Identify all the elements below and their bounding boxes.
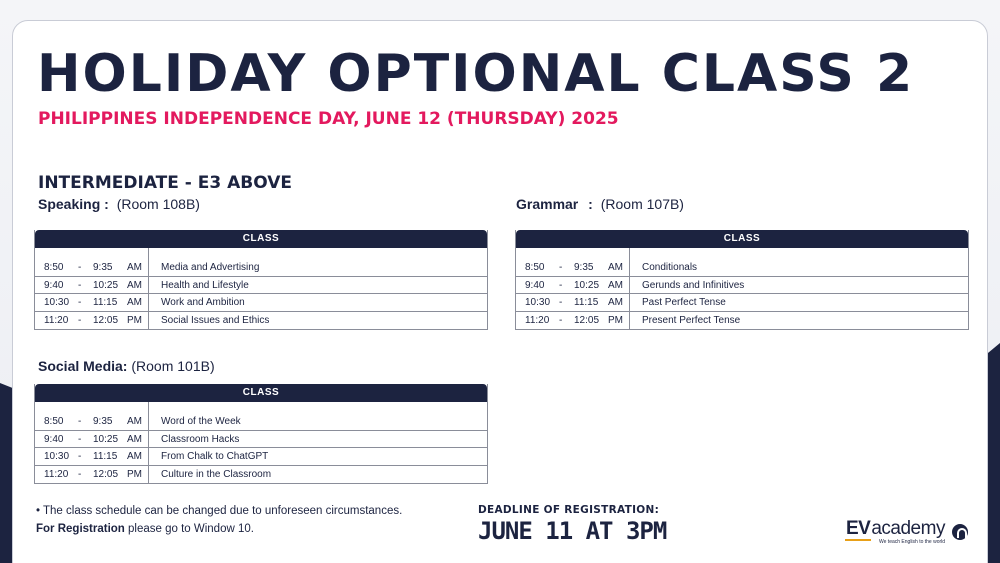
class-name: Word of the Week: [161, 416, 241, 427]
speaking-rows: [35, 259, 487, 329]
am-pm: PM: [127, 314, 142, 326]
start-time: 11:20: [44, 314, 69, 326]
time-cell: [35, 466, 149, 484]
am-pm: AM: [608, 279, 623, 291]
start-time: 8:50: [525, 262, 545, 273]
class-name: From Chalk to ChatGPT: [161, 451, 269, 462]
logo-wordmark: [845, 518, 945, 540]
time-separator: -: [78, 297, 82, 308]
time-cell: [35, 277, 149, 294]
end-time: 11:15: [574, 297, 599, 308]
time-cell: [35, 431, 149, 448]
deadline-date: JUNE 11 AT 3PM: [478, 517, 667, 545]
time-separator: -: [78, 468, 82, 480]
table-row: [35, 466, 487, 484]
start-time: 9:40: [525, 279, 545, 291]
class-name: Health and Lifestyle: [161, 279, 249, 291]
table-spacer: [35, 402, 487, 413]
speaking-label: [38, 196, 200, 212]
registration-bold: For Registration: [36, 523, 125, 535]
end-time: 11:15: [93, 451, 118, 462]
logo-ev: EV: [846, 518, 871, 539]
deadline-label: DEADLINE OF REGISTRATION:: [478, 504, 660, 516]
time-cell: [35, 413, 149, 430]
class-name: Media and Advertising: [161, 262, 260, 273]
end-time: 9:35: [93, 416, 113, 427]
time-cell: [35, 448, 149, 465]
grammar-rows: [516, 259, 968, 329]
time-separator: -: [78, 451, 82, 462]
start-time: 10:30: [44, 451, 70, 462]
time-cell: [516, 259, 630, 276]
start-time: 11:20: [44, 468, 69, 480]
time-separator: -: [78, 262, 82, 273]
grammar-label-name: Grammar: [516, 196, 579, 212]
social-media-room: (Room 101B): [131, 358, 215, 374]
table-row: [35, 277, 487, 295]
end-time: 10:25: [93, 433, 119, 445]
table-row: [35, 431, 487, 449]
am-pm: AM: [127, 262, 142, 273]
time-separator: -: [78, 433, 82, 445]
class-name: Work and Ambition: [161, 297, 245, 308]
class-name: Classroom Hacks: [161, 433, 240, 445]
table-row: [35, 294, 487, 312]
am-pm: AM: [608, 262, 623, 273]
table-spacer: [35, 248, 487, 259]
registration-rest: please go to Window 10.: [124, 523, 254, 535]
registration-info: [36, 523, 254, 535]
schedule-note: • The class schedule can be changed due to unforeseen circumstances.: [36, 505, 403, 517]
class-name: Past Perfect Tense: [642, 297, 726, 308]
social-rows: [35, 413, 487, 483]
time-cell: [516, 294, 630, 311]
end-time: 12:05: [574, 314, 600, 326]
class-name: Gerunds and Infinitives: [642, 279, 745, 291]
start-time: 10:30: [44, 297, 70, 308]
table-row: [516, 312, 968, 330]
table-header: CLASS: [35, 230, 487, 248]
table-row: [516, 294, 968, 312]
am-pm: AM: [127, 297, 142, 308]
end-time: 10:25: [93, 279, 119, 291]
start-time: 8:50: [44, 262, 64, 273]
table-row: [35, 312, 487, 330]
table-header: CLASS: [35, 384, 487, 402]
time-separator: -: [559, 279, 563, 291]
start-time: 9:40: [44, 433, 64, 445]
table-row: [35, 413, 487, 431]
end-time: 9:35: [93, 262, 113, 273]
time-separator: -: [559, 297, 563, 308]
class-name: Culture in the Classroom: [161, 468, 272, 480]
grammar-room: (Room 107B): [600, 196, 684, 212]
table-row: [516, 259, 968, 277]
am-pm: AM: [127, 433, 142, 445]
time-cell: [35, 259, 149, 276]
logo-word: academy: [871, 518, 945, 539]
grammar-label-colon: :: [588, 196, 593, 212]
page-title: HOLIDAY OPTIONAL CLASS 2: [37, 44, 915, 104]
table-row: [35, 259, 487, 277]
time-separator: -: [78, 314, 82, 326]
am-pm: AM: [608, 297, 623, 308]
am-pm: PM: [608, 314, 623, 326]
time-cell: [516, 277, 630, 294]
end-time: 12:05: [93, 314, 119, 326]
end-time: 12:05: [93, 468, 119, 480]
time-cell: [35, 294, 149, 311]
table-row: [516, 277, 968, 295]
social-media-schedule-table: [34, 384, 488, 484]
social-media-label: [38, 358, 215, 374]
logo-mark-icon: [952, 524, 968, 540]
time-separator: -: [78, 279, 82, 291]
page-subtitle: PHILIPPINES INDEPENDENCE DAY, JUNE 12 (THURSDAY) 2025: [38, 109, 619, 129]
am-pm: PM: [127, 468, 142, 480]
time-separator: -: [559, 262, 563, 273]
grammar-schedule-table: [515, 230, 969, 330]
time-separator: -: [78, 416, 82, 427]
class-name: Conditionals: [642, 262, 698, 273]
class-name: Social Issues and Ethics: [161, 314, 270, 326]
start-time: 9:40: [44, 279, 64, 291]
social-media-label-name: Social Media:: [38, 358, 128, 374]
am-pm: AM: [127, 416, 142, 427]
start-time: 8:50: [44, 416, 64, 427]
time-separator: -: [559, 314, 563, 326]
logo-tagline: We teach English to the world: [879, 539, 946, 545]
start-time: 10:30: [525, 297, 551, 308]
am-pm: AM: [127, 451, 142, 462]
end-time: 10:25: [574, 279, 600, 291]
level-heading: INTERMEDIATE - E3 ABOVE: [38, 173, 292, 193]
grammar-label: [516, 196, 684, 212]
time-cell: [516, 312, 630, 330]
speaking-schedule-table: [34, 230, 488, 330]
speaking-label-name: Speaking :: [38, 196, 109, 212]
end-time: 11:15: [93, 297, 118, 308]
end-time: 9:35: [574, 262, 594, 273]
table-spacer: [516, 248, 968, 259]
evacademy-logo: [845, 520, 970, 546]
am-pm: AM: [127, 279, 142, 291]
speaking-room: (Room 108B): [116, 196, 200, 212]
start-time: 11:20: [525, 314, 550, 326]
time-cell: [35, 312, 149, 330]
table-row: [35, 448, 487, 466]
table-header: CLASS: [516, 230, 968, 248]
class-name: Present Perfect Tense: [642, 314, 741, 326]
